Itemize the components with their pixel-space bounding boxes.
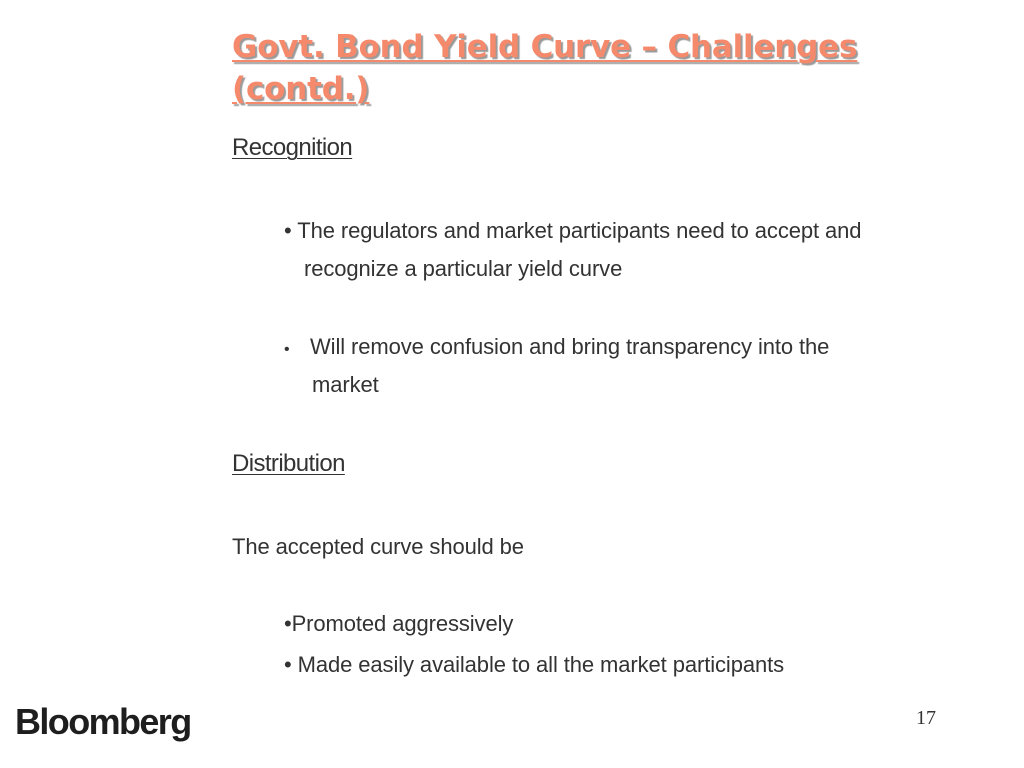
distribution-bullet-1: [284, 609, 513, 639]
recognition-bullet-1-text: The regulators and market participants need to accept and: [297, 218, 862, 243]
bullet-icon: •: [284, 611, 292, 636]
distribution-bullet-2-text: Made easily available to all the market participants: [297, 652, 785, 677]
distribution-intro: The accepted curve should be: [232, 534, 524, 559]
recognition-bullet-2-text: Will remove confusion and bring transparency into the: [310, 334, 830, 359]
recognition-bullet-1-line-2: recognize a particular yield curve: [304, 256, 623, 281]
section-heading-recognition: Recognition: [232, 134, 353, 161]
distribution-bullet-1-text: Promoted aggressively: [291, 611, 514, 636]
bloomberg-logo: Bloomberg: [15, 701, 191, 742]
recognition-bullet-2-line-2: market: [312, 372, 379, 397]
bullet-icon: •: [284, 341, 290, 358]
bullet-icon: •: [284, 652, 292, 677]
section-heading-distribution: Distribution: [232, 450, 345, 477]
recognition-bullet-1-line-1: [284, 216, 861, 246]
slide-title: Govt. Bond Yield Curve – Challenges (contd.): [232, 29, 858, 107]
distribution-bullet-2: [284, 650, 784, 680]
bullet-icon: •: [284, 218, 292, 243]
recognition-bullet-2-line-1: [284, 332, 829, 365]
page-number: 17: [916, 707, 936, 729]
